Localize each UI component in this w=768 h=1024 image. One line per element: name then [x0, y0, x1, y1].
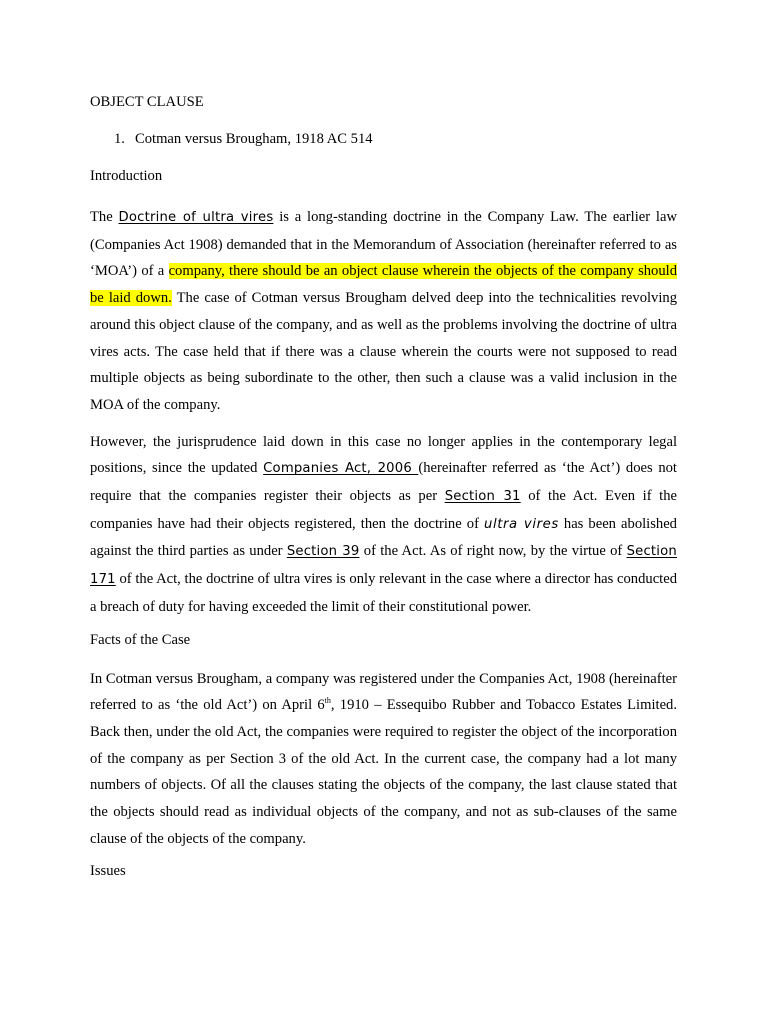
introduction-paragraph	[90, 204, 677, 419]
companies-act-2006-link[interactable]: Companies Act, 2006	[263, 461, 419, 477]
highlighted-text: company, there should be an object clause wherein the objects of the company should be laid down.	[90, 263, 677, 307]
facts-text-2: , 1910 – Essequibo Rubber and Tobacco Estates Limited. Back then, under the old Act, the companies were required to register the object of the incorporation of the company as per Section 3 of the old Act. In the current case, the company had a lot many numbers of objects. Of all the clauses stating the objects of the company, the last clause stated that the objects should read as individual objects of the company, and not as sub-clauses of the same clause of the objects of the company.	[90, 697, 677, 847]
facts-text-1: In Cotman versus Brougham, a company was registered under the Companies Act, 1908 (hereinafter referred to as ‘the old Act’) on April 6	[90, 670, 677, 714]
section-39-link[interactable]: Section 39	[286, 544, 360, 560]
jur-text-3: of the Act. Even if the companies have had their objects registered, then the doctrine of	[90, 488, 678, 532]
doctrine-ultra-vires-link[interactable]: Doctrine of ultra vires	[118, 210, 274, 225]
list-number: 1.	[114, 131, 125, 147]
intro-text-2: is a long-standing doctrine in the Company Law. The earlier law (Companies Act 1908) demanded that in the Memorandum of Association (hereinafter referred to as ‘MOA’) of a	[90, 209, 677, 280]
facts-heading: Facts of the Case	[90, 631, 191, 648]
jurisprudence-paragraph	[90, 429, 677, 621]
case-citation: Cotman versus Brougham, 1918 AC 514	[135, 131, 373, 147]
ultra-vires-italic: ultra vires	[484, 516, 559, 532]
jur-text-1: However, the jurisprudence laid down in this case no longer applies in the contemporary legal positions, since the updated	[90, 433, 677, 477]
introduction-heading: Introduction	[90, 168, 163, 184]
ordinal-superscript: th	[324, 696, 331, 706]
jur-text-2: (hereinafter referred as ‘the Act’) does not require that the companies register their objects as per	[90, 460, 677, 505]
facts-paragraph	[90, 666, 677, 853]
intro-text-1: The	[90, 209, 119, 225]
intro-text-3: The case of Cotman versus Brougham delved deep into the technicalities revolving around this object clause of the company, and as well as the problems involving the doctrine of ultra vires acts. The case held that if there was a clause wherein the courts were not supposed to read multiple objects as being subordinate to the other, then such a clause was a valid inclusion in the MOA of the company.	[90, 290, 677, 413]
jur-text-6: of the Act, the doctrine of ultra vires is only relevant in the case where a director has conducted a breach of duty for having exceeded the limit of their constitutional power.	[90, 571, 677, 615]
jur-text-4: has been abolished against the third parties as under	[90, 515, 677, 560]
section-171-link[interactable]: Section 171	[90, 544, 677, 588]
document-body	[90, 93, 677, 899]
section-31-link[interactable]: Section 31	[444, 489, 521, 505]
case-list-item	[90, 130, 677, 148]
document-title: OBJECT CLAUSE	[90, 94, 204, 110]
jur-text-5: of the Act. As of right now, by the virtue of	[359, 543, 627, 560]
issues-heading: Issues	[90, 863, 126, 880]
